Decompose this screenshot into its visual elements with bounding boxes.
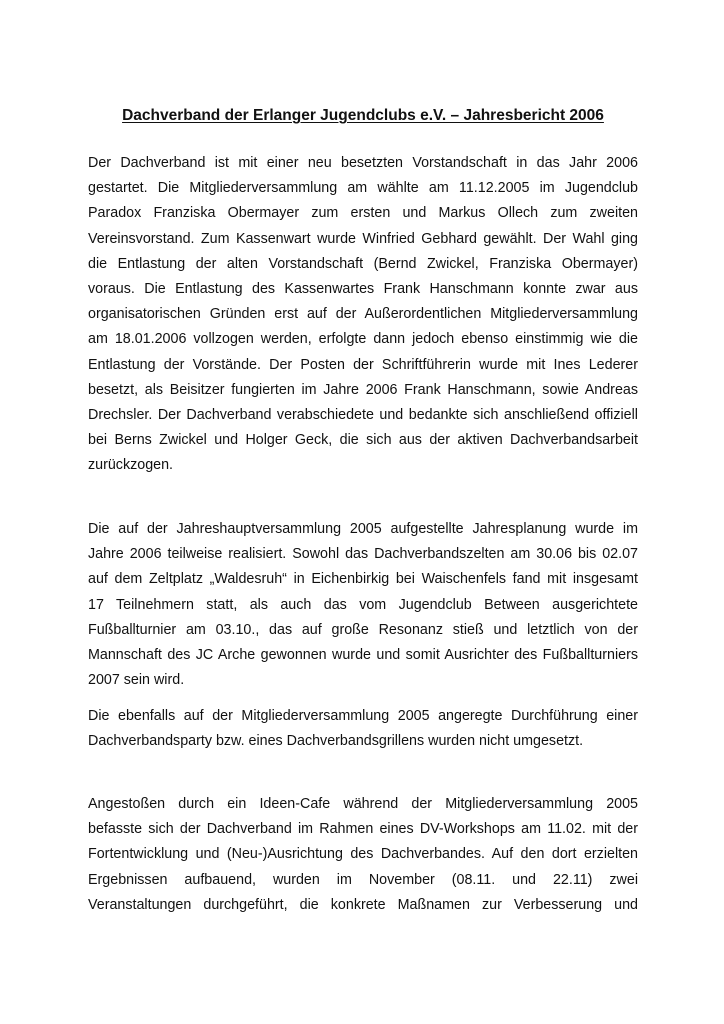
text-line: zurückzogen. bbox=[88, 457, 174, 474]
text-line: gestartet. Die Mitgliederversammlung am wählte am 11.12.2005 im Jugendclub bbox=[88, 180, 638, 197]
text-line: Paradox Franziska Obermayer zum ersten und Markus Ollech zum zweiten bbox=[88, 205, 638, 222]
text-line: Vereinsvorstand. Zum Kassenwart wurde Winfried Gebhard gewählt. Der Wahl ging bbox=[88, 230, 638, 247]
paragraph-ideas-cafe bbox=[88, 792, 638, 918]
text-line: befasste sich der Dachverband im Rahmen eines DV-Workshops am 11.02. mit der bbox=[88, 821, 638, 838]
text-line: organisatorischen Gründen erst auf der Außerordentlichen Mitgliederversammlung bbox=[88, 306, 638, 323]
text-line: voraus. Die Entlastung des Kassenwartes Frank Hanschmann konnte zwar aus bbox=[88, 280, 638, 297]
text-line: Ergebnissen aufbauend, wurden im November (08.11. und 22.11) zwei bbox=[88, 871, 638, 888]
text-line: Fußballturnier am 03.10., das auf große Resonanz stieß und letztlich von der bbox=[88, 621, 638, 638]
text-line: Jahre 2006 teilweise realisiert. Sowohl das Dachverbandszelten am 30.06 bis 02.07 bbox=[88, 546, 638, 563]
text-line: Entlastung der Vorstände. Der Posten der Schriftführerin wurde mit Ines Lederer bbox=[88, 356, 638, 373]
text-line: Mannschaft des JC Arche gewonnen wurde und somit Ausrichter des Fußballturniers bbox=[88, 646, 638, 663]
text-line: Angestoßen durch ein Ideen-Cafe während der Mitgliederversammlung 2005 bbox=[88, 796, 638, 812]
document-title: Dachverband der Erlanger Jugendclubs e.V. – Jahresbericht 2006 bbox=[122, 107, 604, 124]
text-line: 2007 sein wird. bbox=[88, 672, 185, 689]
text-line: Der Dachverband ist mit einer neu besetzten Vorstandschaft in das Jahr 2006 bbox=[88, 155, 638, 171]
text-line: Dachverbandsparty bzw. eines Dachverbandsgrillens wurden nicht umgesetzt. bbox=[88, 733, 584, 750]
paragraph-party-plans bbox=[88, 704, 638, 754]
text-line: Fortentwicklung und (Neu-)Ausrichtung des Dachverbandes. Auf den dort erzielten bbox=[88, 846, 638, 863]
text-line: auf dem Zeltplatz „Waldesruh“ in Eichenbirkig bei Waischenfels fand mit insgesamt bbox=[88, 571, 638, 588]
text-line: Veranstaltungen durchgeführt, die konkrete Maßnamen zur Verbesserung und bbox=[88, 896, 638, 913]
text-line: besetzt, als Beisitzer fungierten im Jahre 2006 Frank Hanschmann, sowie Andreas bbox=[88, 381, 638, 398]
text-line: Die auf der Jahreshauptversammlung 2005 aufgestellte Jahresplanung wurde im bbox=[88, 521, 638, 537]
text-line: am 18.01.2006 vollzogen werden, erfolgte dann jedoch ebenso einstimmig wie die bbox=[88, 331, 638, 348]
text-line: Drechsler. Der Dachverband verabschiedete und bedankte sich anschließend offiziell bbox=[88, 406, 638, 423]
paragraph-board-election bbox=[88, 151, 638, 478]
text-line: 17 Teilnehmern statt, als auch das vom Jugendclub Between ausgerichtete bbox=[88, 596, 638, 613]
text-line: die Entlastung der alten Vorstandschaft (Bernd Zwickel, Franziska Obermayer) bbox=[88, 255, 638, 272]
text-line: bei Berns Zwickel und Holger Geck, die sich aus der aktiven Dachverbandsarbeit bbox=[88, 432, 638, 449]
text-line: Die ebenfalls auf der Mitgliederversammlung 2005 angeregte Durchführung einer bbox=[88, 708, 638, 724]
paragraph-annual-planning bbox=[88, 517, 638, 693]
